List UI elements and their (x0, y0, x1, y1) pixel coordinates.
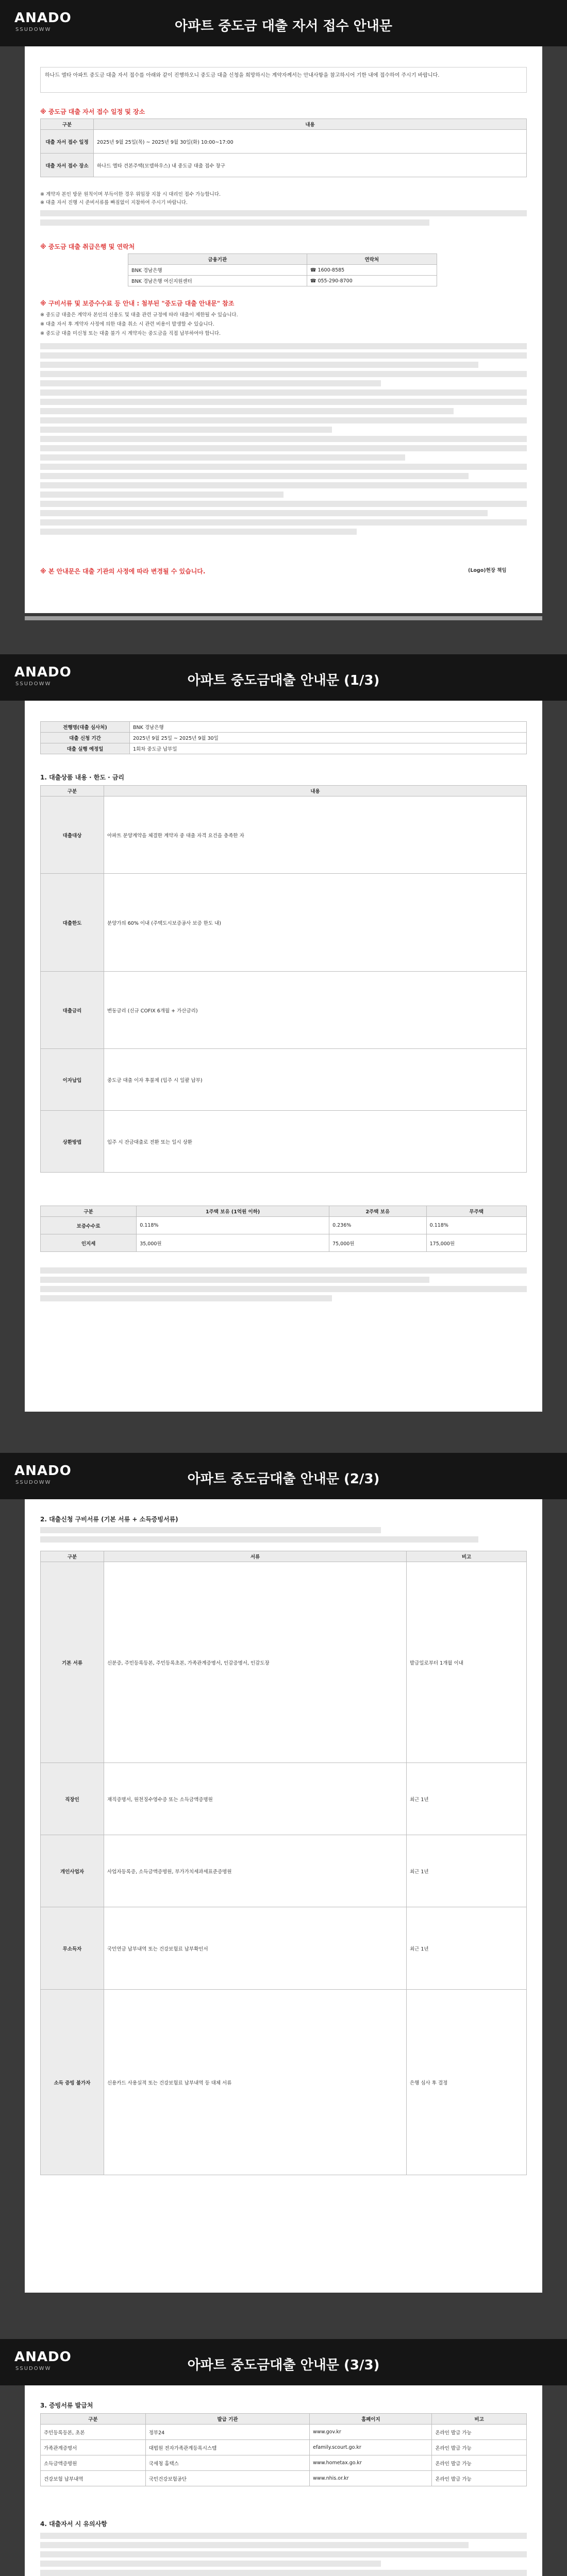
document-sheet (25, 1499, 542, 2293)
schedule-extra-notes (40, 210, 527, 229)
table-cell: 기본 서류 (41, 1562, 104, 1763)
table-cell: 대출 실행 예정일 (41, 743, 130, 754)
table-cell: 주민등록등본, 초본 (41, 2425, 146, 2440)
page-header (0, 2339, 567, 2385)
table-cell: 변동금리 (신규 COFIX 6개월 + 가산금리) (104, 972, 527, 1049)
table-cell: 건강보험 납부내역 (41, 2471, 146, 2486)
table-cell: 대출금리 (41, 972, 104, 1049)
table-cell: 온라인 발급 가능 (432, 2471, 527, 2486)
brand-logo: ANADO (14, 10, 72, 26)
site-link[interactable]: www.gov.kr (310, 2425, 432, 2440)
page-header (0, 1453, 567, 1499)
table-cell: 보증수수료 (41, 1217, 137, 1234)
signature: (Logo)현장 책임 (468, 568, 507, 573)
table-header: 구분 (41, 1206, 137, 1217)
table-cell: 온라인 발급 가능 (432, 2455, 527, 2471)
table-cell: ☎ 1600-8585 (307, 265, 437, 276)
table-cell: 인지세 (41, 1234, 137, 1252)
table-cell: 국세청 홈택스 (145, 2455, 309, 2471)
schedule-table (40, 118, 527, 177)
table-header: 비고 (432, 2414, 527, 2425)
docs-section-title: 2. 대출신청 구비서류 (기본 서류 + 소득증빙서류) (40, 1516, 178, 1523)
table-cell: 상환방법 (41, 1111, 104, 1173)
table-cell: 0.118% (137, 1217, 329, 1234)
table-cell: 은행 심사 후 결정 (407, 1990, 527, 2175)
table-cell: 대출 자서 접수 장소 (41, 154, 94, 177)
schedule-note: ※ 대출 자서 진행 시 준비서류를 빠짐없이 지참하여 주시기 바랍니다. (40, 200, 188, 206)
table-cell: 대출대상 (41, 796, 104, 874)
table-cell: BNK 경남은행 (128, 265, 307, 276)
table-cell: 입주 시 잔금대출로 전환 또는 일시 상환 (104, 1111, 527, 1173)
table-cell: 중도금 대출 이자 후불제 (입주 시 일괄 납부) (104, 1049, 527, 1111)
table-cell: 신분증, 주민등록등본, 주민등록초본, 가족관계증명서, 인감증명서, 인감도장 (104, 1562, 407, 1763)
page-header (0, 0, 567, 46)
table-cell: 0.118% (426, 1217, 526, 1234)
table-header: 2주택 보유 (329, 1206, 427, 1217)
table-header: 구분 (41, 119, 94, 130)
table-cell: 최근 1년 (407, 1763, 527, 1835)
table-cell: 최근 1년 (407, 1907, 527, 1990)
bank-table (128, 253, 437, 286)
brand-logo: ANADO (14, 2349, 72, 2365)
table-cell: 발급일로부터 1개월 이내 (407, 1562, 527, 1763)
fee-table (40, 1206, 527, 1252)
sites-section-title: 3. 증빙서류 발급처 (40, 2402, 93, 2409)
table-cell: 대법원 전자가족관계등록시스템 (145, 2440, 309, 2455)
notice-line: ※ 중도금 대출 미신청 또는 대출 불가 시 계약자는 중도금을 직접 납부하여야 합니다. (40, 331, 221, 336)
table-header: 구분 (41, 786, 104, 796)
table-header: 구분 (41, 2414, 146, 2425)
table-header: 발급 기관 (145, 2414, 309, 2425)
table-cell: 직장인 (41, 1763, 104, 1835)
table-header: 내용 (94, 119, 527, 130)
table-cell: 신용카드 사용실적 또는 건강보험료 납부내역 등 대체 서류 (104, 1990, 407, 2175)
table-cell: 가족관계증명서 (41, 2440, 146, 2455)
table-header: 홈페이지 (310, 2414, 432, 2425)
table-header: 1주택 보유 (1억원 이하) (137, 1206, 329, 1217)
table-cell: 대출 자서 접수 일정 (41, 130, 94, 154)
table-cell: ☎ 055-290-8700 (307, 276, 437, 286)
table-header: 서류 (104, 1551, 407, 1562)
brand-logo-sub: SSUDOWW (15, 1480, 52, 1485)
page-title: 아파트 중도금 대출 자서 접수 안내문 (175, 19, 392, 34)
divider (25, 616, 542, 620)
table-cell: 1회차 중도금 납부일 (130, 743, 527, 754)
documents-table (40, 1551, 527, 2175)
table-cell: 이자납입 (41, 1049, 104, 1111)
notice-page-3 (0, 1432, 567, 2318)
table-header: 금융기관 (128, 254, 307, 265)
caution-lines (40, 2533, 527, 2576)
table-cell: 정부24 (145, 2425, 309, 2440)
table-cell: 아파트 분양계약을 체결한 계약자 중 대출 자격 요건을 충족한 자 (104, 796, 527, 874)
table-cell: 무소득자 (41, 1907, 104, 1990)
table-cell: 75,000원 (329, 1234, 427, 1252)
table-cell: 175,000원 (426, 1234, 526, 1252)
table-cell: 분양가의 60% 이내 (주택도시보증공사 보증 한도 내) (104, 874, 527, 972)
table-cell: 소득금액증명원 (41, 2455, 146, 2471)
page-title: 아파트 중도금대출 안내문 (1/3) (187, 673, 380, 688)
table-header: 내용 (104, 786, 527, 796)
notice-page-1 (0, 0, 567, 634)
table-header: 비고 (407, 1551, 527, 1562)
notice-page-4 (0, 2318, 567, 2576)
schedule-note: ※ 계약자 본인 방문 원칙이며 부득이한 경우 위임장 지참 시 대리인 접수 가능합니다. (40, 192, 221, 197)
docs-notes (40, 1527, 527, 1546)
bank-section-title: ※ 중도금 대출 취급은행 및 연락처 (40, 243, 135, 250)
brand-logo-sub: SSUDOWW (15, 27, 52, 32)
document-sheet (25, 701, 542, 1412)
schedule-section-title: ※ 중도금 대출 자서 접수 일정 및 장소 (40, 108, 145, 115)
products-section-title: 1. 대출상품 내용 · 한도 · 금리 (40, 774, 125, 781)
table-cell: 소득 증빙 불가자 (41, 1990, 104, 2175)
footer-note: ※ 본 안내문은 대출 기관의 사정에 따라 변경될 수 있습니다. (40, 568, 206, 575)
table-cell: 35,000원 (137, 1234, 329, 1252)
document-sheet (25, 2385, 542, 2576)
brand-logo: ANADO (14, 1463, 72, 1479)
table-cell: 0.236% (329, 1217, 427, 1234)
product-table (40, 785, 527, 1173)
page-header (0, 654, 567, 701)
brand-logo-sub: SSUDOWW (15, 2366, 52, 2371)
table-cell: 2025년 9월 25일 ~ 2025년 9월 30일 (130, 733, 527, 743)
site-link[interactable]: efamily.scourt.go.kr (310, 2440, 432, 2455)
notice-section-title: ※ 구비서류 및 보증수수료 등 안내 : 첨부된 "중도금 대출 안내문" 참조 (40, 300, 235, 307)
notice-line: ※ 대출 자서 후 계약자 사정에 의한 대출 취소 시 관련 비용이 발생할 수 있습니다. (40, 321, 214, 327)
cautions-section-title: 4. 대출자서 시 유의사항 (40, 2520, 107, 2528)
table-cell: BNK 경남은행 여신지원센터 (128, 276, 307, 286)
table-cell: 국민건강보험공단 (145, 2471, 309, 2486)
table-cell: 사업자등록증, 소득금액증명원, 부가가치세과세표준증명원 (104, 1835, 407, 1907)
table-cell: 전행명(대출 심사처) (41, 722, 130, 733)
site-link[interactable]: www.nhis.or.kr (310, 2471, 432, 2486)
table-cell: 온라인 발급 가능 (432, 2425, 527, 2440)
table-cell: 온라인 발급 가능 (432, 2440, 527, 2455)
table-header: 구분 (41, 1551, 104, 1562)
intro-box: 하나드 엘타 아파트 중도금 대출 자서 접수를 아래와 같이 진행하오니 중도금 대출 신청을 희망하시는 계약자께서는 안내사항을 참고하시어 기한 내에 접수하여 주시기 바랍니다. (40, 67, 527, 93)
page-title: 아파트 중도금대출 안내문 (3/3) (187, 2358, 380, 2373)
table-cell: 대출한도 (41, 874, 104, 972)
table-cell: 최근 1년 (407, 1835, 527, 1907)
notice-page-2 (0, 634, 567, 1432)
fee-notes (40, 1267, 527, 1304)
issuing-sites-table (40, 2413, 527, 2486)
notice-detail-lines (40, 343, 527, 538)
table-header: 무주택 (426, 1206, 526, 1217)
info-table (40, 721, 527, 754)
table-cell: BNK 경남은행 (130, 722, 527, 733)
table-cell: 개인사업자 (41, 1835, 104, 1907)
brand-logo-sub: SSUDOWW (15, 681, 52, 687)
table-cell: 하나드 엘타 견본주택(모델하우스) 내 중도금 대출 접수 창구 (94, 154, 527, 177)
document-sheet (25, 46, 542, 613)
table-header: 연락처 (307, 254, 437, 265)
table-cell: 재직증명서, 원천징수영수증 또는 소득금액증명원 (104, 1763, 407, 1835)
notice-line: ※ 중도금 대출은 계약자 본인의 신용도 및 대출 관련 규정에 따라 대출이 제한될 수 있습니다. (40, 312, 238, 318)
page-title: 아파트 중도금대출 안내문 (2/3) (187, 1471, 380, 1487)
table-cell: 국민연금 납부내역 또는 건강보험료 납부확인서 (104, 1907, 407, 1990)
table-cell: 대출 신청 기간 (41, 733, 130, 743)
table-cell: 2025년 9월 25일(목) ~ 2025년 9월 30일(화) 10:00~17:00 (94, 130, 527, 154)
brand-logo: ANADO (14, 665, 72, 680)
site-link[interactable]: www.hometax.go.kr (310, 2455, 432, 2471)
